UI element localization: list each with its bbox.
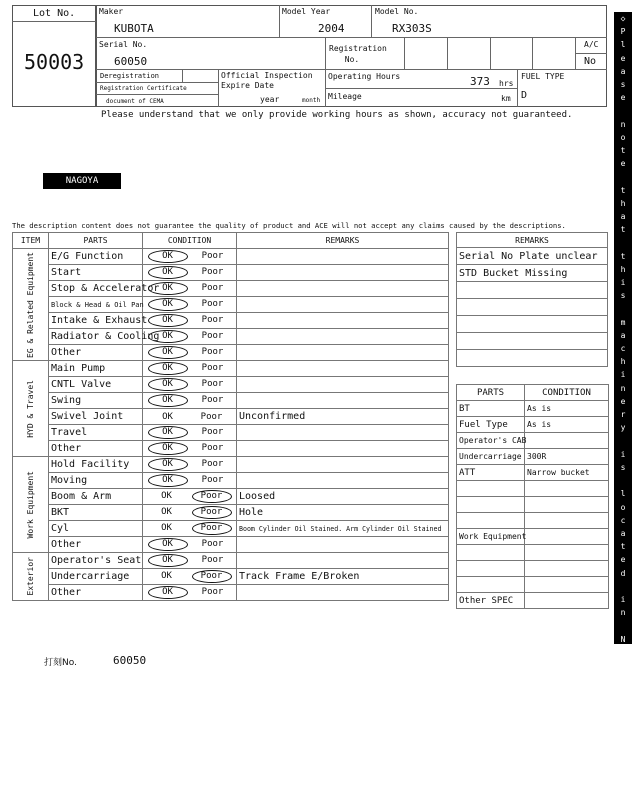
remark-line: STD Bucket Missing [457,265,608,282]
hours-value: 373 [470,75,490,88]
remark-cell: Boom Cylinder Oil Stained. Arm Cylinder Oil Stained [237,521,449,537]
year-label: year [260,95,280,104]
parts-row-part [457,561,525,577]
condition-cell [143,281,237,297]
hours-notice: Please understand that we only provide working hours as shown, accuracy not guaranteed. [101,110,573,120]
parts-row-part [457,545,525,561]
right-parts-header: PARTS [457,385,525,401]
remark-cell [237,473,449,489]
table-row [13,457,449,473]
location-badge-text: NAGOYA [65,176,99,186]
table-row [13,537,449,553]
condition-poor: Poor [201,475,224,485]
condition-poor: Poor [201,555,224,565]
group-label [13,249,49,361]
condition-cell [143,569,237,585]
remark-cell [237,345,449,361]
part-name: Other [49,537,143,553]
remark-cell [237,361,449,377]
condition-cell [143,377,237,393]
parts-row-condition: Narrow bucket [525,465,609,481]
condition-poor: Poor [201,315,224,325]
condition-ok: OK [148,442,188,455]
ac-value: No [584,56,597,67]
table-row [13,313,449,329]
ac-label: A/C [584,40,599,49]
table-row [13,393,449,409]
remark-cell [237,425,449,441]
condition-poor: Poor [201,459,224,469]
parts-row [457,449,609,465]
parts-condition-table [456,384,609,609]
condition-ok: OK [148,586,188,599]
maker-label: Maker [99,7,124,16]
parts-row-part [457,577,525,593]
remark-cell [237,393,449,409]
condition-cell [143,329,237,345]
parts-row-condition: 300R [525,449,609,465]
table-row [13,441,449,457]
remark-line [457,333,608,350]
condition-cell [143,585,237,601]
condition-poor: Poor [201,427,224,437]
remarks-table [456,232,608,367]
header-condition: CONDITION [143,233,237,249]
table-row [13,425,449,441]
parts-row-condition: As is [525,417,609,433]
part-name: Stop & Accelerator [49,281,143,297]
part-name: Other [49,345,143,361]
part-name: BKT [49,505,143,521]
table-header-row [13,233,449,249]
remark-line-row [457,316,608,333]
parts-row-condition: As is [525,401,609,417]
remark-line [457,299,608,316]
condition-ok: OK [161,523,172,533]
registration-label: Registration No. [329,44,387,64]
condition-cell [143,553,237,569]
condition-ok: OK [148,378,188,391]
condition-poor: Poor [201,299,224,309]
remark-cell [237,249,449,265]
condition-cell [143,265,237,281]
condition-ok: OK [148,458,188,471]
remark-cell [237,297,449,313]
part-name: Operator's Seat [49,553,143,569]
table-row [13,409,449,425]
condition-ok: OK [148,362,188,375]
part-name: Other [49,585,143,601]
serial-label: Serial No. [99,40,148,49]
part-name: Hold Facility [49,457,143,473]
part-name: Main Pump [49,361,143,377]
hours-unit: hrs [499,79,514,88]
parts-row [457,593,609,609]
table-row [13,297,449,313]
parts-row-condition [525,513,609,529]
part-name: Boom & Arm [49,489,143,505]
condition-poor: Poor [192,490,232,503]
parts-row-part [457,497,525,513]
parts-row [457,529,609,545]
condition-poor: Poor [201,443,224,453]
condition-poor: Poor [201,283,224,293]
remark-cell [237,281,449,297]
remark-cell [237,537,449,553]
lot-number: 50003 [24,50,85,74]
table-row [13,377,449,393]
condition-poor: Poor [201,587,224,597]
part-name: Travel [49,425,143,441]
condition-ok: OK [148,314,188,327]
condition-cell [143,537,237,553]
part-name: Radiator & Cooling [49,329,143,345]
inspection-table [12,232,449,601]
remark-cell [237,313,449,329]
condition-ok: OK [161,491,172,501]
mileage-unit: km [501,94,511,103]
remark-line: Serial No Plate unclear [457,248,608,265]
remark-line-row [457,333,608,350]
parts-row-part: Operator's CAB [457,433,525,449]
dereg-label: Deregistration [100,72,160,80]
remark-cell [237,457,449,473]
part-name: Moving [49,473,143,489]
remark-line-row [457,282,608,299]
serial-value: 60050 [114,55,148,68]
remark-line [457,350,608,367]
condition-poor: Poor [201,395,224,405]
side-banner [614,12,632,789]
header-parts: PARTS [49,233,143,249]
condition-ok: OK [162,412,173,422]
remark-cell [237,585,449,601]
part-name: Undercarriage [49,569,143,585]
parts-row-condition [525,481,609,497]
header-item: ITEM [13,233,49,249]
condition-ok: OK [148,282,188,295]
group-label-text: HYD & Travel [26,379,35,438]
part-name: Swivel Joint [49,409,143,425]
parts-row-condition [525,593,609,609]
condition-poor: Poor [201,363,224,373]
parts-row-part: Work Equipment [457,529,525,545]
condition-poor: Poor [201,379,224,389]
mileage-label: Mileage [328,92,362,101]
condition-ok: OK [148,346,188,359]
remark-line [457,282,608,299]
remark-cell: Track Frame E/Broken [237,569,449,585]
group-label-text: Exterior [26,557,35,596]
part-name: Start [49,265,143,281]
parts-row [457,401,609,417]
remark-line-row [457,350,608,367]
group-label [13,361,49,457]
model-year-label: Model Year [282,7,331,16]
parts-row-part: Fuel Type [457,417,525,433]
model-no-label: Model No. [375,7,419,16]
condition-ok: OK [148,474,188,487]
parts-row-part: ATT [457,465,525,481]
table-row [13,585,449,601]
part-name: Block & Head & Oil Pan [49,297,143,313]
table-row [13,281,449,297]
location-badge [43,173,121,189]
condition-cell [143,489,237,505]
group-label [13,553,49,601]
remark-line-row [457,299,608,316]
condition-ok: OK [148,538,188,551]
header-remarks: REMARKS [237,233,449,249]
lot-label: Lot No. [33,8,76,19]
parts-row [457,417,609,433]
parts-row [457,497,609,513]
condition-cell [143,313,237,329]
maker-value: KUBOTA [114,22,154,35]
parts-row [457,513,609,529]
month-label: month [302,97,321,104]
parts-row-condition [525,545,609,561]
condition-cell [143,521,237,537]
remark-cell: Hole [237,505,449,521]
condition-poor: Poor [192,570,232,583]
table-row [13,265,449,281]
group-label-text: EG & Related Equipment [26,251,35,358]
remark-cell [237,265,449,281]
parts-row-condition [525,529,609,545]
table-row [13,521,449,537]
part-name: Cyl [49,521,143,537]
table-row [13,249,449,265]
part-name: Other [49,441,143,457]
condition-cell [143,297,237,313]
table-row [13,361,449,377]
table-row [13,553,449,569]
condition-ok: OK [161,507,172,517]
parts-row-condition [525,561,609,577]
parts-row [457,465,609,481]
condition-cell [143,457,237,473]
part-name: Intake & Exhaust [49,313,143,329]
group-label [13,457,49,553]
condition-ok: OK [148,426,188,439]
remark-cell [237,553,449,569]
table-row [13,569,449,585]
condition-cell [143,441,237,457]
condition-ok: OK [161,571,172,581]
model-no-value: RX303S [392,22,432,35]
parts-row-part: Other SPEC [457,593,525,609]
condition-poor: Poor [201,267,224,277]
parts-row-condition [525,497,609,513]
footer-value: 60050 [113,654,147,667]
condition-ok: OK [148,298,188,311]
footer-label: 打刻No. [44,658,77,668]
side-banner-text: ◇ P l e a s e n o t e t h a t t h i s m a c h i n e r y i s l o c a t e d i n N a g o y a Y a r d ◇ [620,14,626,789]
condition-ok: OK [148,266,188,279]
condition-poor: Poor [192,506,232,519]
condition-cell [143,361,237,377]
disclaimer: The description content does not guarantee the quality of product and ACE will not accept any claims caused by the descriptions. [12,221,566,230]
part-name: E/G Function [49,249,143,265]
condition-poor: Poor [201,331,224,341]
condition-cell [143,393,237,409]
table-row [13,329,449,345]
condition-poor: Poor [200,412,223,422]
condition-poor: Poor [201,347,224,357]
group-label-text: Work Equipment [26,470,35,539]
part-name: Swing [49,393,143,409]
remark-line-row [457,248,608,265]
reg-cert-label: Registration Certificate [100,85,187,92]
condition-cell [143,505,237,521]
parts-row [457,577,609,593]
condition-poor: Poor [201,251,224,261]
parts-row [457,545,609,561]
condition-poor: Poor [192,522,232,535]
fuel-label: FUEL TYPE [521,72,565,81]
table-row [13,489,449,505]
condition-cell [143,345,237,361]
model-year-value: 2004 [318,22,345,35]
condition-ok: OK [148,554,188,567]
remark-cell: Unconfirmed [237,409,449,425]
remark-cell [237,377,449,393]
condition-cell [143,249,237,265]
remark-cell: Loosed [237,489,449,505]
parts-row-condition [525,433,609,449]
parts-row [457,481,609,497]
parts-row-part: BT [457,401,525,417]
condition-cell [143,425,237,441]
right-condition-header: CONDITION [525,385,609,401]
remark-cell [237,441,449,457]
part-name: CNTL Valve [49,377,143,393]
condition-ok: OK [148,330,188,343]
cema-label: document of CEMA [106,98,164,105]
table-row [13,473,449,489]
hours-label: Operating Hours [328,72,401,81]
parts-row [457,561,609,577]
condition-cell [143,473,237,489]
parts-row-part [457,481,525,497]
parts-row-part: Undercarriage [457,449,525,465]
parts-row [457,433,609,449]
condition-ok: OK [148,250,188,263]
condition-ok: OK [148,394,188,407]
table-row [13,345,449,361]
condition-cell [143,409,237,425]
parts-row-condition [525,577,609,593]
table-row [13,505,449,521]
remark-line-row [457,265,608,282]
remark-line [457,316,608,333]
right-remarks-header: REMARKS [457,233,608,248]
remark-cell [237,329,449,345]
inspection-label: Official Inspection Expire Date [221,71,313,90]
parts-row-part [457,513,525,529]
fuel-value: D [521,90,528,101]
condition-poor: Poor [201,539,224,549]
